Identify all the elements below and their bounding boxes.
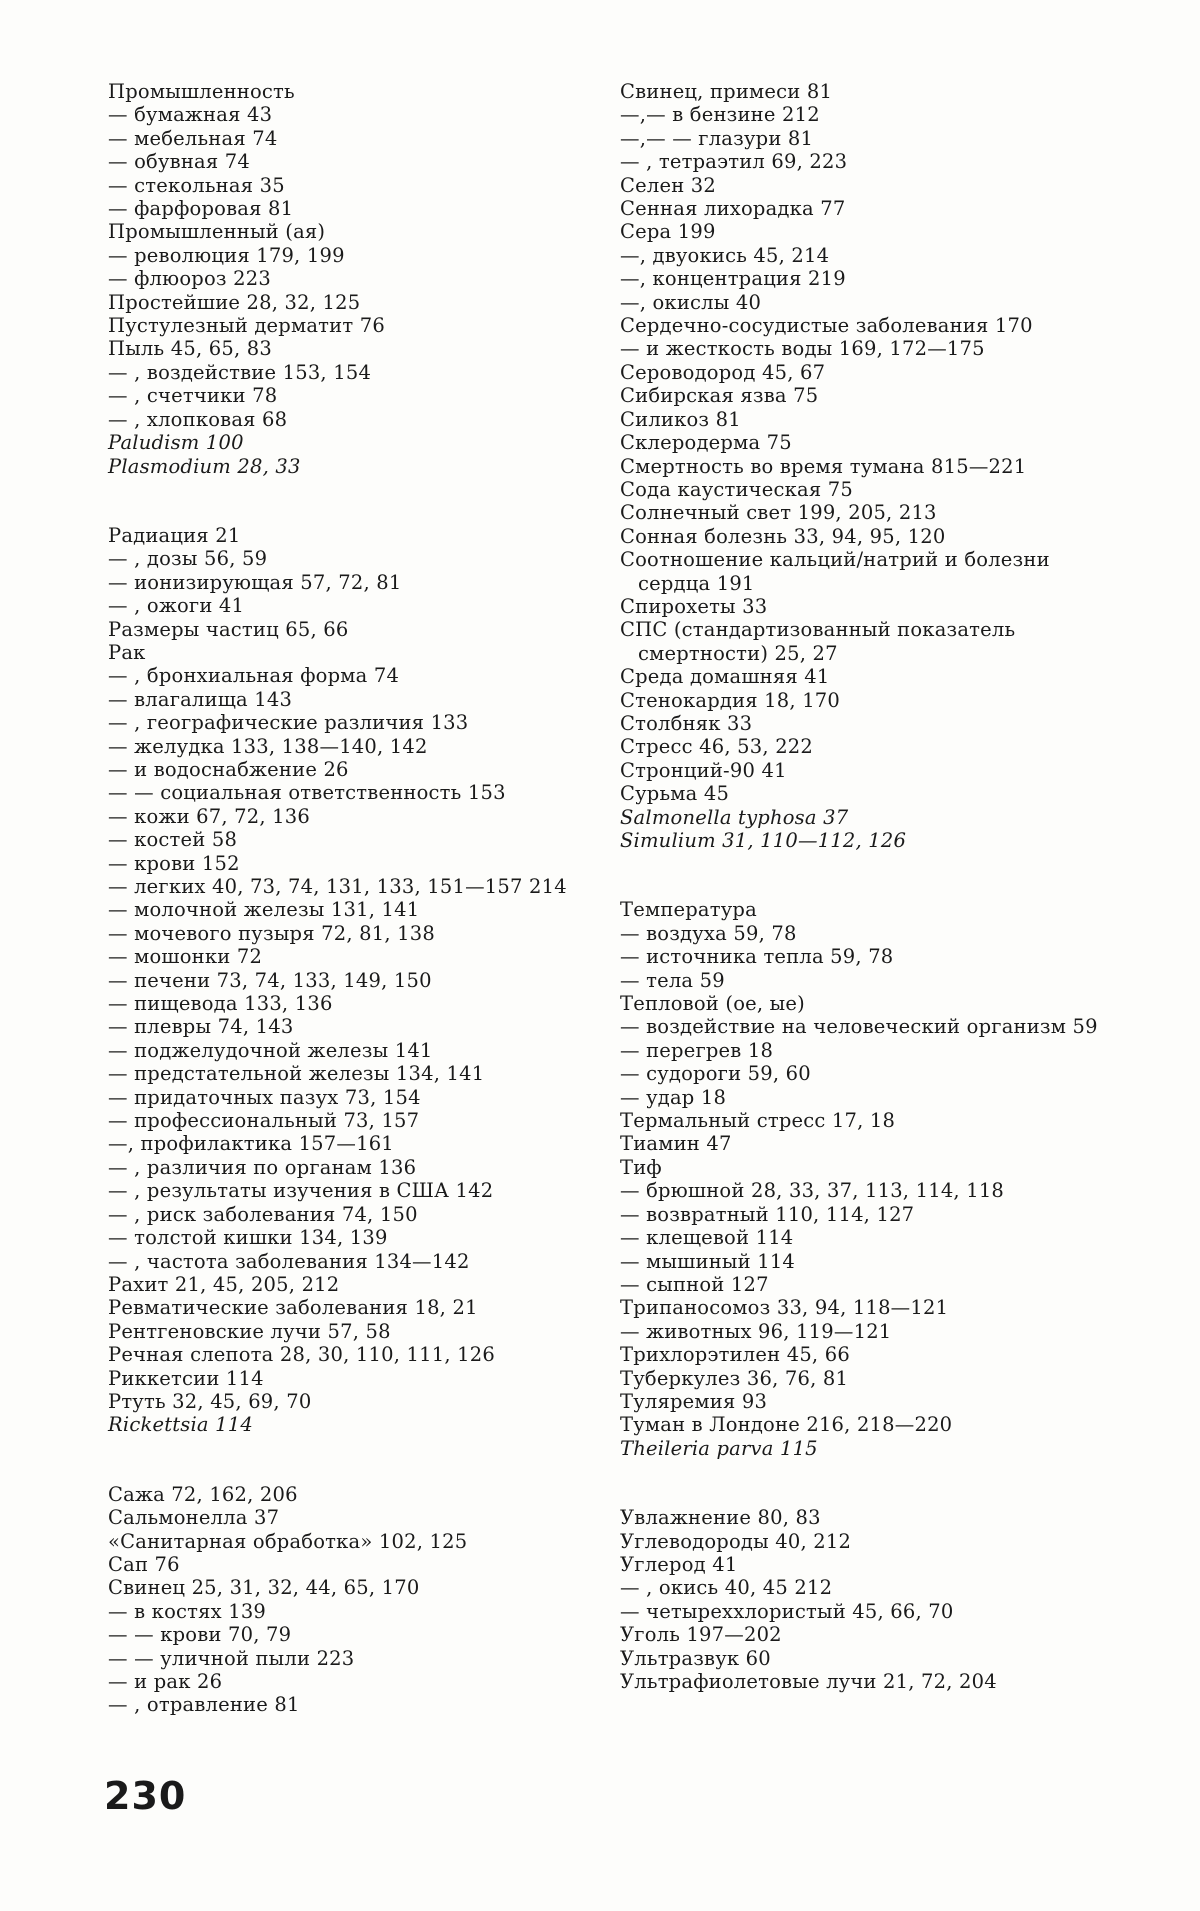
index-entry: Селен 32	[620, 173, 716, 197]
index-entry: Пыль 45, 65, 83	[108, 337, 272, 361]
index-entry: Трихлорэтилен 45, 66	[620, 1343, 850, 1367]
index-entry: — , отравление 81	[108, 1693, 300, 1717]
index-entry: — источника тепла 59, 78	[620, 945, 894, 969]
index-entry: — , результаты изучения в США 142	[108, 1179, 494, 1203]
index-entry: — плевры 74, 143	[108, 1015, 294, 1039]
index-entry: Paludism 100	[108, 431, 244, 455]
index-entry: — революция 179, 199	[108, 243, 345, 267]
index-entry: Salmonella typhosa 37	[620, 805, 849, 829]
index-entry: — клещевой 114	[620, 1226, 794, 1250]
index-entry: Ультразвук 60	[620, 1646, 771, 1670]
index-entry: — судороги 59, 60	[620, 1062, 811, 1086]
index-entry: Промышленность	[108, 80, 295, 103]
index-entry: Смертность во время тумана 815—221	[620, 454, 1027, 478]
index-entry: — четыреххлористый 45, 66, 70	[620, 1599, 954, 1623]
index-entry: Пустулезный дерматит 76	[108, 314, 385, 338]
index-entry: — придаточных пазух 73, 154	[108, 1085, 421, 1109]
index-entry: — бумажная 43	[108, 103, 273, 127]
index-entry: — , географические различия 133	[108, 711, 469, 735]
index-entry: Спирохеты 33	[620, 594, 768, 618]
index-entry: Термальный стресс 17, 18	[620, 1109, 896, 1133]
index-entry: Simulium 31, 110—112, 126	[620, 829, 907, 852]
index-entry: Риккетсии 114	[108, 1366, 264, 1390]
index-entry: Тиф	[620, 1155, 662, 1179]
index-entry: Столбняк 33	[620, 711, 753, 735]
index-entry: — — уличной пыли 223	[108, 1646, 355, 1670]
index-entry: — мочевого пузыря 72, 81, 138	[108, 921, 435, 945]
index-entry: Туман в Лондоне 216, 218—220	[620, 1413, 953, 1437]
index-entry: — брюшной 28, 33, 37, 113, 114, 118	[620, 1179, 1005, 1203]
index-entry: — в костях 139	[108, 1599, 267, 1623]
index-entry: — печени 73, 74, 133, 149, 150	[108, 968, 432, 992]
index-entry: Сонная болезнь 33, 94, 95, 120	[620, 524, 946, 548]
index-entry: —,— в бензине 212	[620, 103, 820, 127]
index-entry: Свинец, примеси 81	[620, 80, 833, 103]
index-entry: Сурьма 45	[620, 782, 730, 806]
index-entry: — крови 152	[108, 851, 240, 875]
index-entry: — тела 59	[620, 968, 725, 992]
index-entry: Склеродерма 75	[620, 431, 792, 455]
index-entry: — ионизирующая 57, 72, 81	[108, 570, 402, 594]
index-entry: — , различия по органам 136	[108, 1155, 417, 1179]
index-entry: —, окислы 40	[620, 290, 762, 314]
index-entry: Сердечно-сосудистые заболевания 170	[620, 314, 1033, 338]
index-entry: — желудка 133, 138—140, 142	[108, 734, 428, 758]
index-entry: — молочной железы 131, 141	[108, 898, 420, 922]
index-entry: Уголь 197—202	[620, 1623, 782, 1647]
index-entry: Среда домашняя 41	[620, 665, 830, 689]
section-gap	[108, 478, 608, 524]
index-entry: Тиамин 47	[620, 1132, 732, 1156]
index-entry: Ревматические заболевания 18, 21	[108, 1296, 478, 1320]
index-entry: — и жесткость воды 169, 172—175	[620, 337, 985, 361]
index-entry: Сальмонелла 37	[108, 1506, 280, 1530]
index-entry: — мошонки 72	[108, 945, 263, 969]
index-entry: — сыпной 127	[620, 1272, 769, 1296]
index-column-left	[108, 80, 608, 1717]
index-entry: — пищевода 133, 136	[108, 992, 333, 1016]
index-entry: Сода каустическая 75	[620, 477, 853, 501]
section-gap	[620, 1460, 1120, 1506]
index-entry: — и рак 26	[108, 1670, 223, 1693]
index-entry: Plasmodium 28, 33	[108, 454, 301, 478]
index-entry: Тепловой (ое, ые)	[620, 992, 805, 1016]
index-entry: Трипаносомоз 33, 94, 118—121	[620, 1296, 949, 1320]
index-entry: — стекольная 35	[108, 173, 285, 197]
index-entry: Стронций-90 41	[620, 758, 787, 782]
index-entry: Rickettsia 114	[108, 1413, 253, 1437]
index-entry: — — крови 70, 79	[108, 1623, 292, 1647]
index-entry: — влагалища 143	[108, 687, 293, 711]
index-entry: Увлажнение 80, 83	[620, 1506, 821, 1530]
index-entry: —, концентрация 219	[620, 267, 846, 291]
index-column-right	[620, 80, 1120, 1693]
index-entry: — воздуха 59, 78	[620, 921, 797, 945]
index-entry: — обувная 74	[108, 150, 250, 174]
index-entry: Сероводород 45, 67	[620, 360, 826, 384]
index-entry: — фарфоровая 81	[108, 197, 294, 221]
index-entry: — удар 18	[620, 1085, 727, 1109]
index-entry: —, двуокись 45, 214	[620, 243, 830, 267]
index-entry: — мышиный 114	[620, 1249, 796, 1273]
index-entry: — поджелудочной железы 141	[108, 1038, 433, 1062]
index-entry: — толстой кишки 134, 139	[108, 1226, 388, 1250]
index-entry: СПС (стандартизованный показатель смертности) 25, 27	[620, 618, 1016, 665]
index-entry: — кожи 67, 72, 136	[108, 804, 310, 828]
index-entry: Сенная лихорадка 77	[620, 197, 846, 221]
index-entry: — — социальная ответственность 153	[108, 781, 506, 805]
index-entry: Размеры частиц 65, 66	[108, 617, 349, 641]
index-entry: — возвратный 110, 114, 127	[620, 1202, 915, 1226]
index-entry: Углеводороды 40, 212	[620, 1529, 852, 1553]
index-entry: — профессиональный 73, 157	[108, 1109, 420, 1133]
index-entry: — воздействие на человеческий организм 59	[620, 1015, 1098, 1039]
index-entry: — , счетчики 78	[108, 384, 278, 408]
index-entry: — животных 96, 119—121	[620, 1319, 892, 1343]
index-entry: Температура	[620, 898, 757, 922]
index-entry: — флюороз 223	[108, 267, 271, 291]
index-entry: Свинец 25, 31, 32, 44, 65, 170	[108, 1576, 420, 1600]
index-entry: Стресс 46, 53, 222	[620, 735, 814, 759]
index-entry: Силикоз 81	[620, 407, 741, 431]
index-entry: Простейшие 28, 32, 125	[108, 290, 361, 314]
index-entry: Рак	[108, 640, 146, 664]
index-entry: Углерод 41	[620, 1552, 738, 1576]
index-entry: — мебельная 74	[108, 126, 278, 150]
index-entry: Theileria parva 115	[620, 1436, 818, 1460]
index-entry: Рахит 21, 45, 205, 212	[108, 1272, 340, 1296]
index-entry: — , бронхиальная форма 74	[108, 664, 400, 688]
index-entry: —, профилактика 157—161	[108, 1132, 394, 1156]
index-entry: — , дозы 56, 59	[108, 547, 268, 571]
index-entry: — , окись 40, 45 212	[620, 1576, 833, 1600]
index-entry: — , воздействие 153, 154	[108, 360, 372, 384]
index-entry: «Санитарная обработка» 102, 125	[108, 1529, 468, 1553]
index-entry: Промышленный (ая)	[108, 220, 326, 244]
index-entry: Сажа 72, 162, 206	[108, 1482, 298, 1506]
index-entry: Солнечный свет 199, 205, 213	[620, 501, 937, 525]
section-gap	[620, 852, 1120, 898]
index-entry: — , частота заболевания 134—142	[108, 1249, 470, 1273]
index-entry: Рентгеновские лучи 57, 58	[108, 1319, 391, 1343]
index-entry: Сап 76	[108, 1552, 180, 1576]
index-entry: — предстательной железы 134, 141	[108, 1062, 485, 1086]
index-entry: — перегрев 18	[620, 1038, 774, 1062]
index-entry: Стенокардия 18, 170	[620, 688, 841, 712]
section-gap	[108, 1437, 608, 1483]
index-entry: — , ожоги 41	[108, 594, 245, 618]
index-entry: Ультрафиолетовые лучи 21, 72, 204	[620, 1670, 997, 1693]
index-entry: Сибирская язва 75	[620, 384, 819, 408]
index-entry: — , тетраэтил 69, 223	[620, 150, 848, 174]
index-entry: — , риск заболевания 74, 150	[108, 1202, 418, 1226]
index-entry: Ртуть 32, 45, 69, 70	[108, 1389, 312, 1413]
index-entry: Радиация 21	[108, 523, 241, 547]
index-entry: Речная слепота 28, 30, 110, 111, 126	[108, 1343, 495, 1367]
index-entry: — и водоснабжение 26	[108, 757, 349, 781]
index-entry: Сера 199	[620, 220, 716, 244]
index-entry: Туляремия 93	[620, 1389, 768, 1413]
index-entry: —,— — глазури 81	[620, 126, 814, 150]
index-entry: Туберкулез 36, 76, 81	[620, 1366, 849, 1390]
index-entry: Соотношение кальций/натрий и болезни сердца 191	[620, 548, 1050, 595]
index-entry: — легких 40, 73, 74, 131, 133, 151—157 214	[108, 875, 567, 898]
page-number: 230	[104, 1774, 187, 1818]
index-entry: — , хлопковая 68	[108, 407, 288, 431]
index-entry: — костей 58	[108, 828, 238, 852]
